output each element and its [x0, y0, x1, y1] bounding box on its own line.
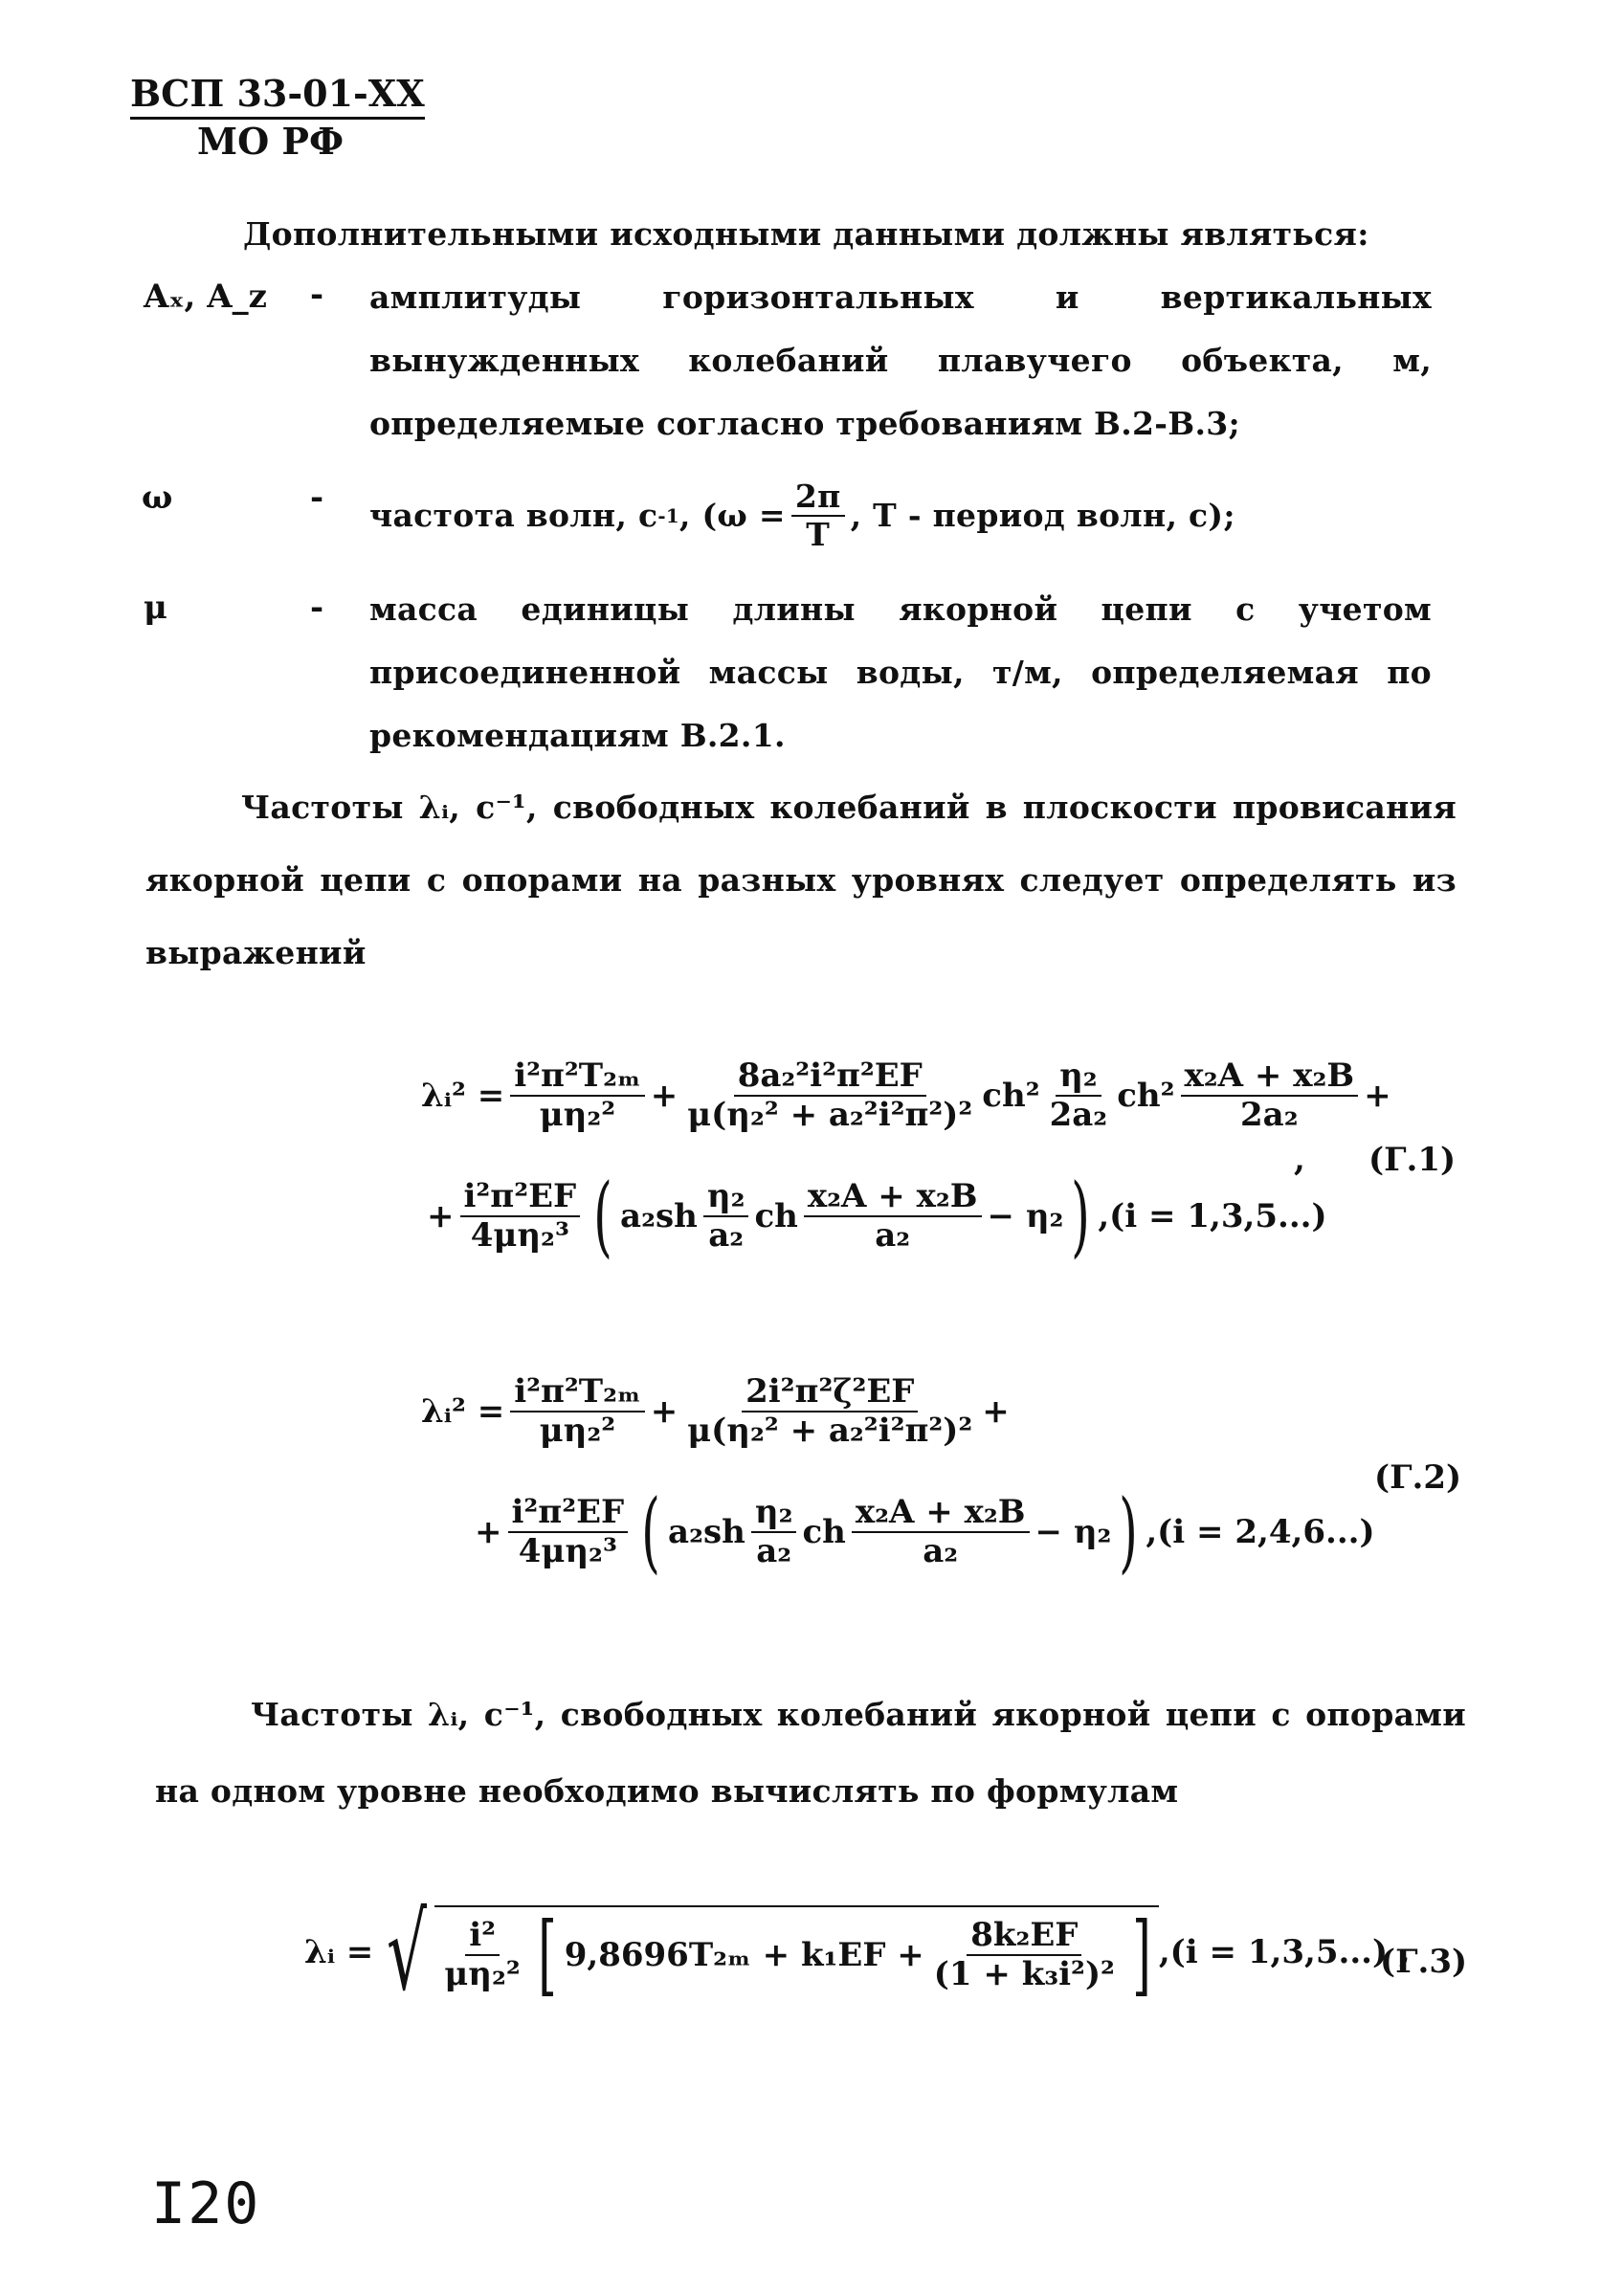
eq2-plus: +	[650, 1392, 679, 1432]
omega-text-before: частота волн, с	[369, 496, 658, 534]
eq2-minus: − η₂	[1034, 1513, 1112, 1551]
def-text-omega	[369, 478, 1235, 553]
omega-text-mid: , (ω =	[679, 496, 786, 534]
def-dash: -	[310, 478, 324, 517]
eq1-frac-1-den: μη₂²	[539, 1096, 616, 1135]
eq3-frac-1-num: i²	[465, 1917, 500, 1956]
omega-frac-num: 2π	[791, 478, 845, 517]
eq3-lhs: λᵢ =	[304, 1933, 374, 1971]
eq1-frac-4	[1181, 1057, 1359, 1134]
eq2-frac-7-den: a₂	[923, 1532, 959, 1570]
eq1-label: (Г.1)	[1368, 1141, 1457, 1179]
eq3-condition: ,(i = 1,3,5...) ,	[1158, 1933, 1411, 1971]
eq2-label: (Г.2)	[1374, 1458, 1462, 1497]
eq1-ch2: ch²	[1117, 1077, 1175, 1116]
eq1-trail-plus: +	[1364, 1077, 1391, 1116]
eq3-label: (Г.3)	[1380, 1943, 1468, 1981]
eq2-left-paren: (	[641, 1480, 660, 1583]
eq3-sqrt-body	[434, 1903, 1158, 2006]
paragraph-1: Частоты λᵢ, с⁻¹, свободных колебаний в плоскости провисания якорной цепи с опорами на разных уровнях следует определять из выражений	[145, 789, 1457, 971]
eq1-frac-3-den: 2a₂	[1049, 1096, 1108, 1135]
eq2-frac-6-num: η₂	[751, 1494, 797, 1533]
eq1-ch1: ch²	[982, 1077, 1040, 1116]
eq1-minus: − η₂	[987, 1197, 1064, 1235]
eq2-frac-2	[683, 1373, 976, 1450]
eq2-frac-1-num: i²π²T₂ₘ	[510, 1373, 645, 1412]
eq1-right-paren: )	[1071, 1165, 1091, 1267]
eq2-frac-6	[751, 1494, 797, 1570]
eq2-frac-6-den: a₂	[756, 1532, 792, 1570]
eq2-frac-1	[510, 1373, 645, 1450]
paragraph-2: Частоты λᵢ, с⁻¹, свободных колебаний якорной цепи с опорами на одном уровне необходимо вычислять по формулам	[155, 1696, 1466, 1810]
eq1-line2	[427, 1165, 1327, 1267]
eq3-frac-1	[440, 1917, 523, 1993]
def-symbol-mu: μ	[144, 589, 167, 627]
eq2-frac-5-den: 4μη₂³	[518, 1532, 617, 1570]
omega-text-after: , T - период волн, с);	[850, 496, 1235, 534]
eq1-l2-plus: +	[427, 1197, 455, 1235]
eq2-frac-2-num: 2i²π²ζ²EF	[742, 1373, 918, 1412]
eq1-frac-3	[1046, 1057, 1112, 1134]
eq2-line2	[475, 1480, 1375, 1583]
eq1-frac-7-den: a₂	[875, 1216, 911, 1255]
eq1-left-paren: (	[593, 1165, 612, 1267]
eq1-a2sh: a₂sh	[620, 1197, 698, 1235]
document-code: ВСП 33-01-ХХ	[130, 73, 425, 120]
eq1-line1	[421, 1057, 1391, 1134]
eq3-line	[304, 1891, 1411, 2013]
eq2-condition: ,(i = 2,4,6...)	[1146, 1513, 1375, 1551]
eq1-frac-2-num: 8a₂²i²π²EF	[734, 1057, 926, 1097]
def-symbol-omega: ω	[142, 478, 173, 517]
eq3-right-bracket: ]	[1132, 1903, 1151, 2006]
eq1-frac-4-den: 2a₂	[1240, 1096, 1299, 1135]
eq1-comma: ,	[1294, 1141, 1305, 1179]
def-dash: -	[310, 276, 324, 314]
omega-frac-den: T	[806, 515, 831, 553]
omega-fraction	[791, 478, 845, 553]
eq1-frac-4-num: x₂A + x₂B	[1181, 1057, 1359, 1097]
eq1-frac-6	[703, 1178, 749, 1255]
eq2-right-paren: )	[1119, 1480, 1139, 1583]
eq3-frac-2-den: (1 + k₃i²)²	[933, 1955, 1115, 1993]
eq3-left-bracket: [	[537, 1903, 557, 2006]
eq2-trail-plus: +	[982, 1392, 1010, 1432]
intro-text: Дополнительными исходными данными должны являться:	[243, 215, 1369, 253]
eq2-frac-2-den: μ(η₂² + a₂²i²π²)²	[687, 1412, 973, 1451]
eq2-ch3: ch	[802, 1513, 846, 1551]
eq1-frac-1	[510, 1057, 645, 1134]
document-org: МО РФ	[197, 120, 345, 163]
eq2-frac-7-num: x₂A + x₂B	[852, 1494, 1030, 1533]
eq2-l2-plus: +	[475, 1513, 502, 1551]
eq2-frac-5	[508, 1494, 629, 1570]
eq2-frac-5-num: i²π²EF	[508, 1494, 629, 1533]
eq1-lhs: λᵢ² =	[421, 1077, 505, 1116]
eq3-frac-2-num: 8k₂EF	[967, 1917, 1081, 1956]
eq3-frac-1-den: μη₂²	[444, 1955, 521, 1993]
eq2-line1	[421, 1373, 1010, 1450]
eq1-frac-6-num: η₂	[703, 1178, 749, 1217]
eq1-condition: ,(i = 1,3,5...)	[1098, 1197, 1327, 1235]
eq1-plus: +	[650, 1077, 679, 1116]
def-symbol-amplitudes: Aₓ, A_z	[144, 278, 267, 316]
eq1-frac-1-num: i²π²T₂ₘ	[510, 1057, 645, 1097]
eq1-frac-2-den: μ(η₂² + a₂²i²π²)²	[687, 1096, 973, 1135]
def-dash: -	[310, 589, 324, 627]
eq1-ch3: ch	[754, 1197, 798, 1235]
eq1-frac-2	[683, 1057, 976, 1134]
eq1-frac-3-num: η₂	[1056, 1057, 1101, 1097]
eq2-frac-1-den: μη₂²	[539, 1412, 616, 1451]
eq2-lhs: λᵢ² =	[421, 1392, 505, 1432]
eq3-inner: 9,8696T₂ₘ + k₁EF +	[564, 1936, 924, 1974]
eq1-frac-6-den: a₂	[708, 1216, 745, 1255]
eq1-frac-7-num: x₂A + x₂B	[804, 1178, 982, 1217]
def-text-amplitudes: амплитуды горизонтальных и вертикальных вынужденных колебаний плавучего объекта, м, определяемые согласно требованиям В.2-В.3;	[369, 278, 1432, 442]
omega-sup: -1	[657, 503, 679, 527]
eq1-frac-5-den: 4μη₂³	[470, 1216, 569, 1255]
eq1-frac-5	[460, 1178, 581, 1255]
sqrt-icon: √	[387, 1891, 428, 2013]
eq3-sqrt	[373, 1891, 1159, 2013]
eq2-a2sh: a₂sh	[668, 1513, 745, 1551]
page-number: I20	[151, 2170, 261, 2237]
eq2-frac-7	[852, 1494, 1030, 1570]
def-text-mu: масса единицы длины якорной цепи с учетом присоединенной массы воды, т/м, определяемая по рекомендациям В.2.1.	[369, 590, 1432, 754]
eq3-frac-2	[930, 1917, 1119, 1993]
eq1-frac-7	[804, 1178, 982, 1255]
eq1-frac-5-num: i²π²EF	[460, 1178, 581, 1217]
